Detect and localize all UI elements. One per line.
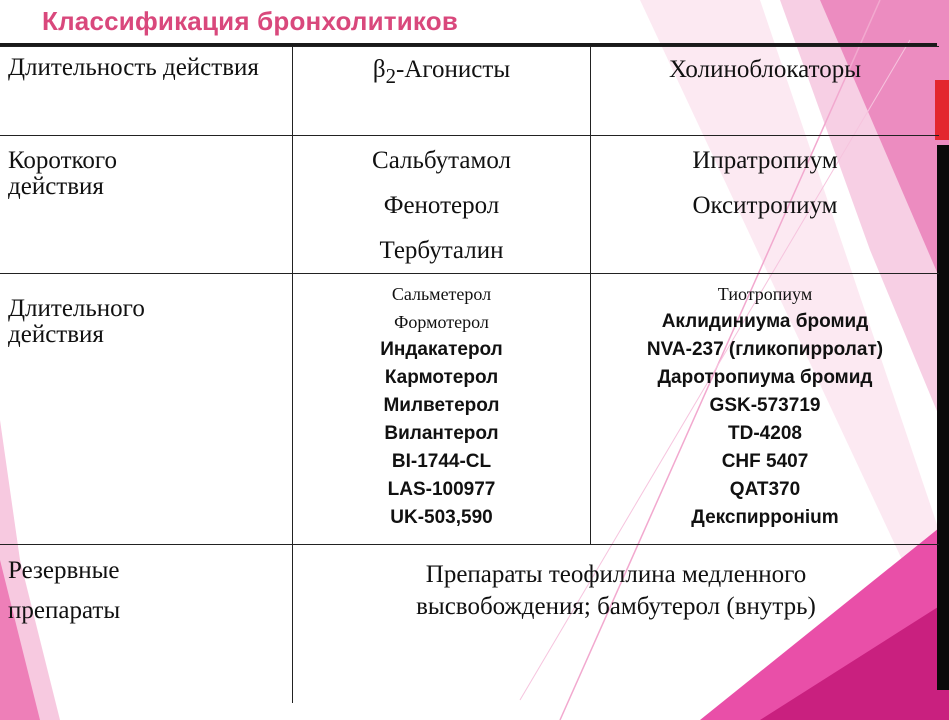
reserve-text-cell [293,545,940,704]
reserve-label-line-1: Резервные [8,557,120,584]
list-item: Окситропиум [692,192,838,219]
short-beta-cell [293,136,591,274]
list-item: Кармотерол [384,367,499,388]
list-item: Сальбутамол [372,147,511,174]
list-item: BI-1744-CL [391,451,492,472]
long-beta-cell [293,274,591,545]
short-label-line-1: Короткого [8,147,118,174]
list-item: NVA-237 (гликопирролат) [646,339,884,360]
list-item: Вилантерол [384,423,499,444]
short-label [0,136,292,200]
list-item: Формотерол [394,312,489,332]
short-label-line-2: действия [8,173,104,200]
short-label-cell [0,136,293,274]
reserve-label-line-2: препараты [8,597,121,624]
beta-subscript: 2 [385,64,397,88]
long-label-line-2: действия [8,321,104,348]
long-chol-list [591,274,939,532]
list-item: TD-4208 [728,423,802,444]
list-item: Аклидиниума бромид [661,311,869,332]
list-item: CHF 5407 [721,451,809,472]
header-beta-agonists [293,47,590,91]
reserve-label [0,545,292,631]
header-chol-cell [591,47,940,136]
list-item: Даротропиума бромид [657,367,873,388]
long-label [0,274,292,348]
list-item: Тербуталин [379,237,504,264]
list-item: Сальметерол [391,284,492,304]
table-row-short [0,136,939,274]
list-item: GSK-573719 [709,395,821,416]
header-cholinoblockers: Холиноблокаторы [668,56,862,83]
table-row-long [0,274,939,545]
short-chol-cell [591,136,940,274]
reserve-text [293,545,939,623]
list-item: Ипратропиум [692,147,838,174]
beta-rest: -Агонисты [396,56,511,83]
header-duration: Длительность действия [8,54,259,81]
list-item: Декспирронium [691,507,839,528]
reserve-text-line-1: Препараты теофиллина медленного [425,561,807,588]
short-chol-list [591,136,939,228]
list-item: Милветерол [383,395,500,416]
list-item: UK-503,590 [390,507,493,528]
page-title: Классификация бронхолитиков [42,6,459,36]
list-item: Фенотерол [383,192,500,219]
list-item: Индакатерол [380,339,503,360]
short-beta-list [293,136,590,273]
bronchodilator-table [0,46,939,703]
long-chol-cell [591,274,940,545]
long-label-line-1: Длительного [8,295,145,322]
list-item: QAT370 [729,479,801,500]
header-duration-cell [0,47,293,136]
beta-symbol: β [372,56,386,83]
list-item: Тиотропиум [717,284,813,304]
header-beta-cell [293,47,591,136]
long-beta-list [293,274,590,532]
reserve-text-line-2: высвобождения; бамбутерол (внутрь) [416,593,816,620]
table-row-reserve [0,545,939,704]
long-label-cell [0,274,293,545]
table-header-row [0,47,939,136]
list-item: LAS-100977 [387,479,496,500]
reserve-label-cell [0,545,293,704]
